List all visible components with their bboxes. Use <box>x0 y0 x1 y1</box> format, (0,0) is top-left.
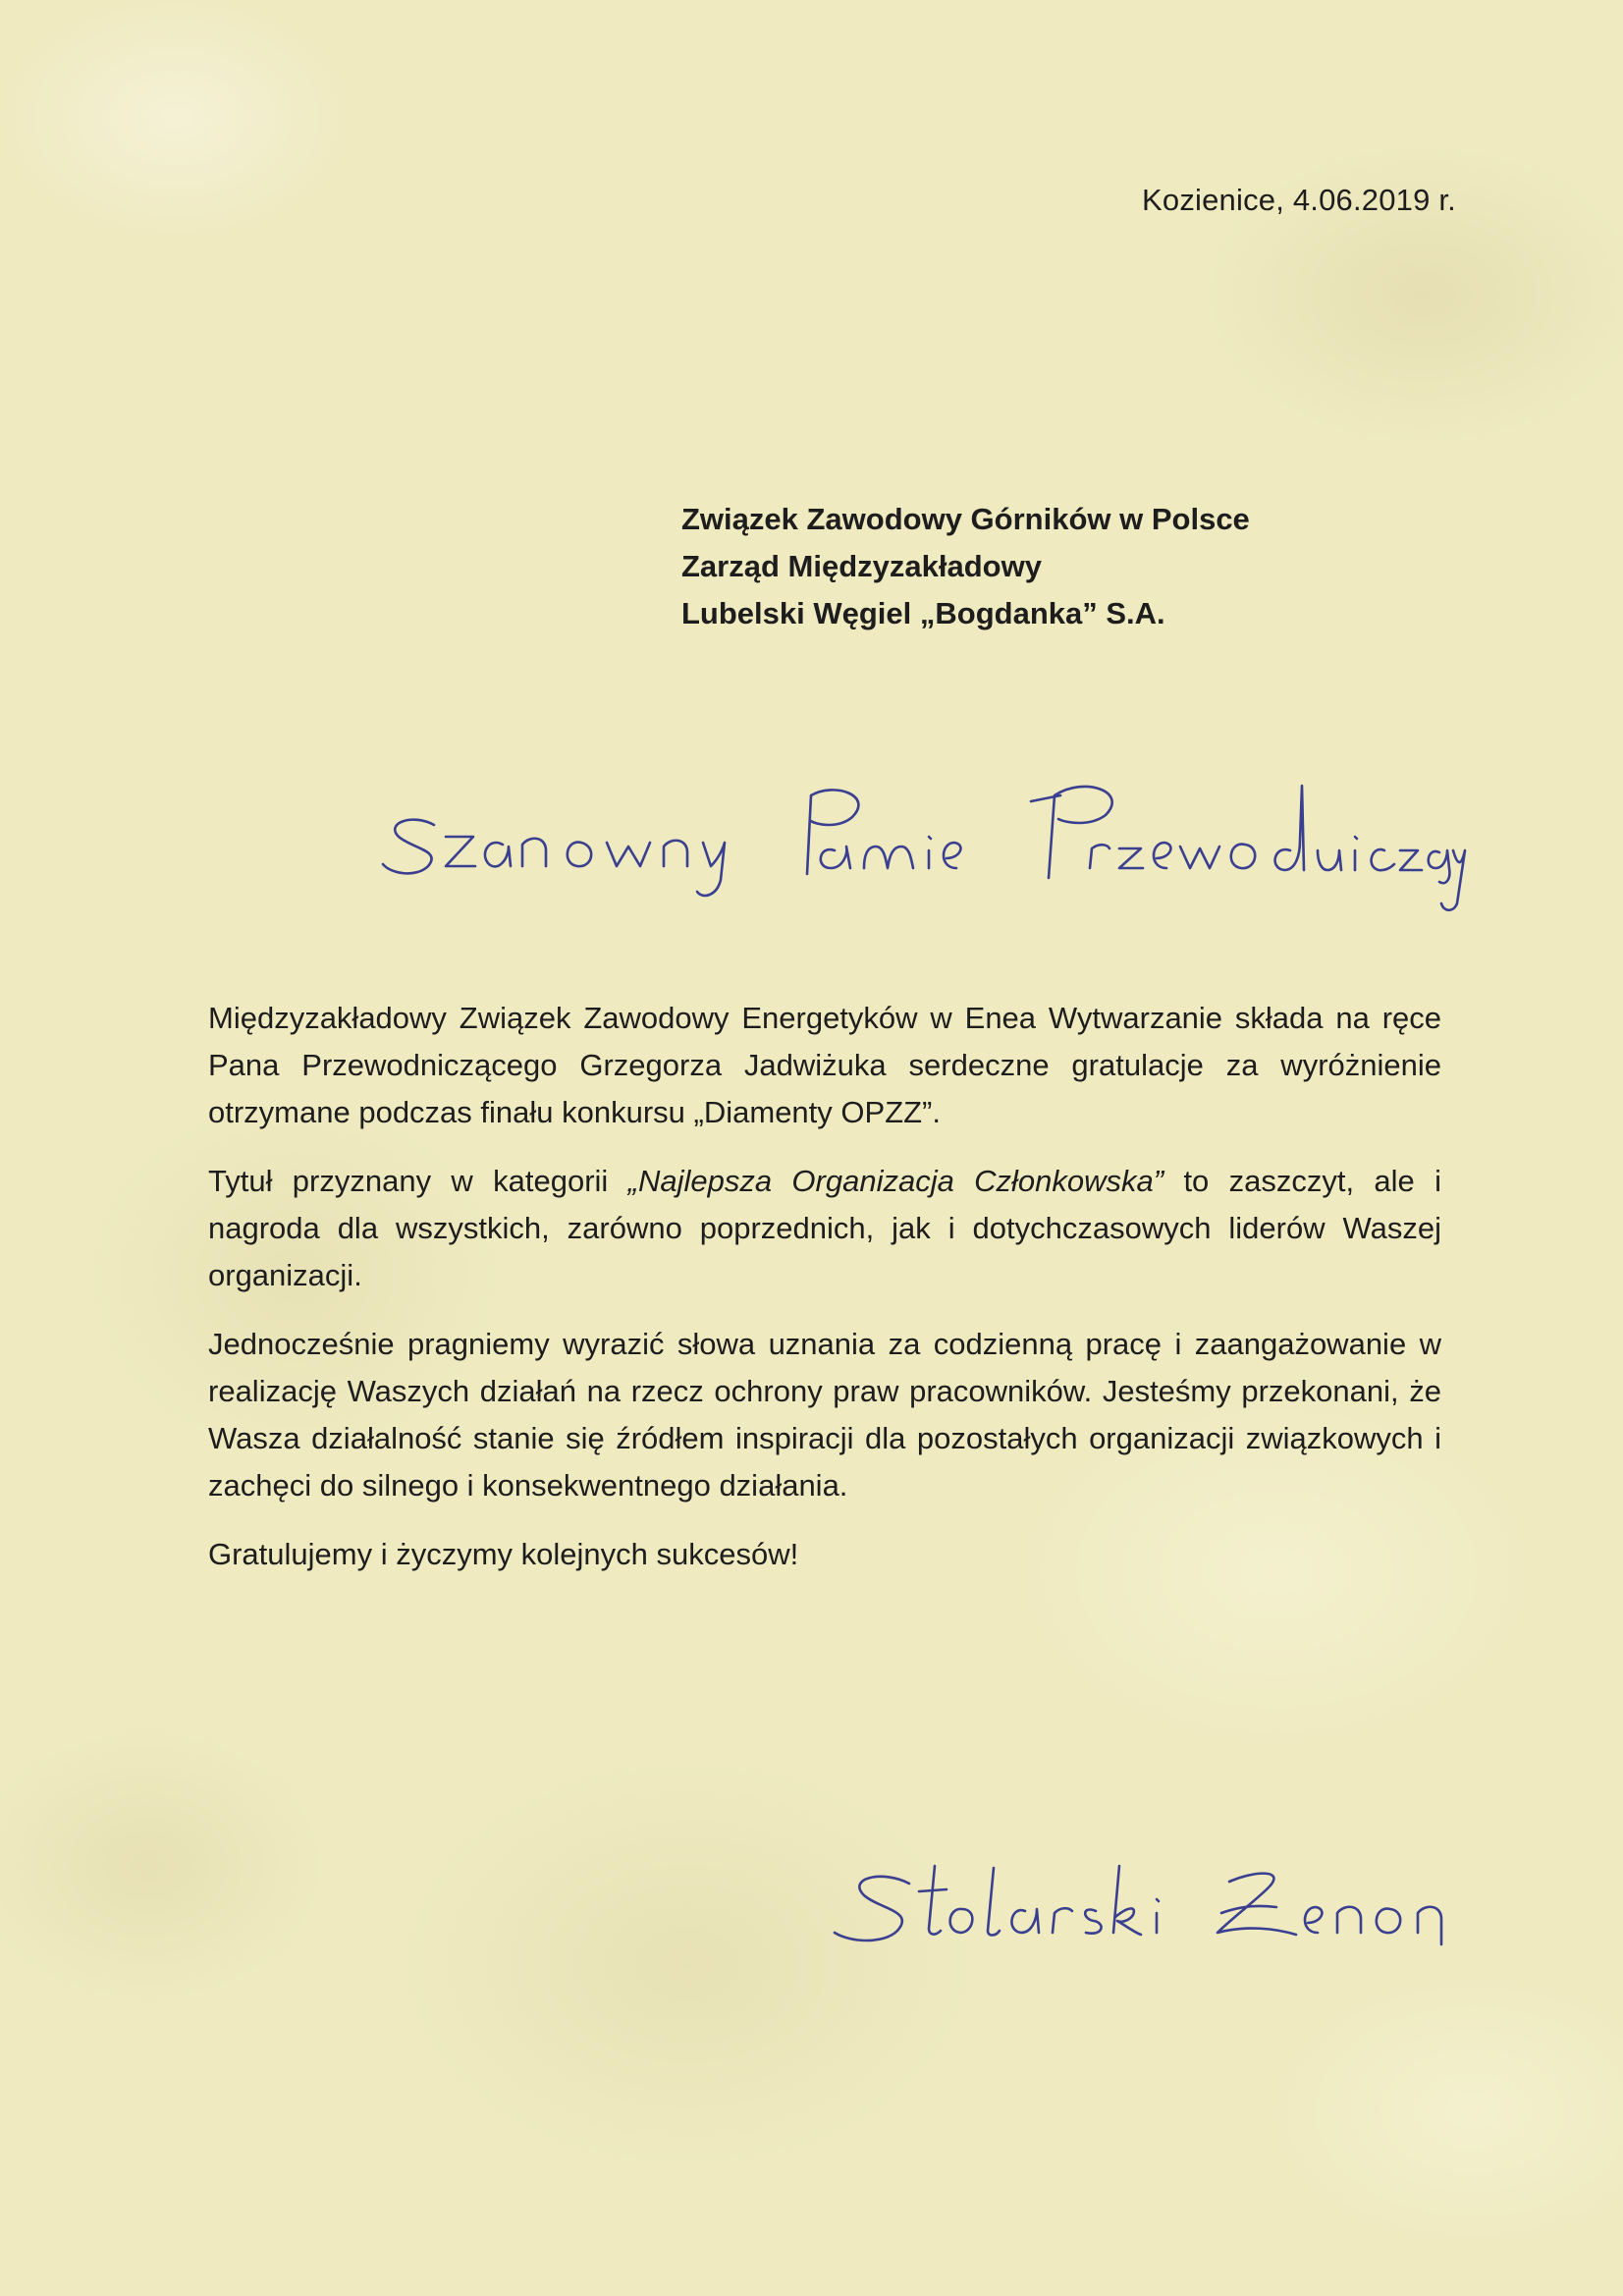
handwritten-salutation <box>373 756 1473 913</box>
paragraph-award <box>208 1158 1441 1299</box>
award-text-before: Tytuł przyznany w kategorii <box>208 1164 628 1198</box>
recipient-line: Związek Zawodowy Górników w Polsce <box>681 502 1250 536</box>
paragraph-congratulations: Międzyzakładowy Związek Zawodowy Energetyków w Enea Wytwarzanie składa na ręce Pana Przewodniczącego Grzegorza Jadwiżuka serdeczne gratulacje za wyróżnienie otrzymane podczas finału konkursu „Diamenty OPZZ”. <box>208 1001 1441 1129</box>
handwritten-signature <box>825 1846 1473 1984</box>
recipient-line: Lubelski Węgiel „Bogdanka” S.A. <box>681 596 1165 630</box>
letter-date: Kozienice, 4.06.2019 r. <box>1142 183 1456 217</box>
salutation-ink <box>373 756 1473 913</box>
award-text-after: to zaszczyt, ale i nagroda dla wszystkich, zarówno poprzednich, jak i dotychczasowych liderów Waszej organizacji. <box>208 1164 1441 1292</box>
letter-body <box>208 995 1441 1600</box>
recipient-address <box>681 496 1250 637</box>
recipient-line: Zarząd Międzyzakładowy <box>681 549 1042 583</box>
signature-ink <box>825 1846 1473 1984</box>
award-category: „Najlepsza Organizacja Członkowska” <box>627 1164 1164 1198</box>
closing-line: Gratulujemy i życzymy kolejnych sukcesów! <box>208 1537 799 1571</box>
paragraph-recognition: Jednocześnie pragniemy wyrazić słowa uznania za codzienną pracę i zaangażowanie w realizację Waszych działań na rzecz ochrony praw pracowników. Jesteśmy przekonani, że Wasza działalność stanie się źródłem inspiracji dla pozostałych organizacji związkowych i zachęci do silnego i konsekwentnego działania. <box>208 1327 1441 1503</box>
